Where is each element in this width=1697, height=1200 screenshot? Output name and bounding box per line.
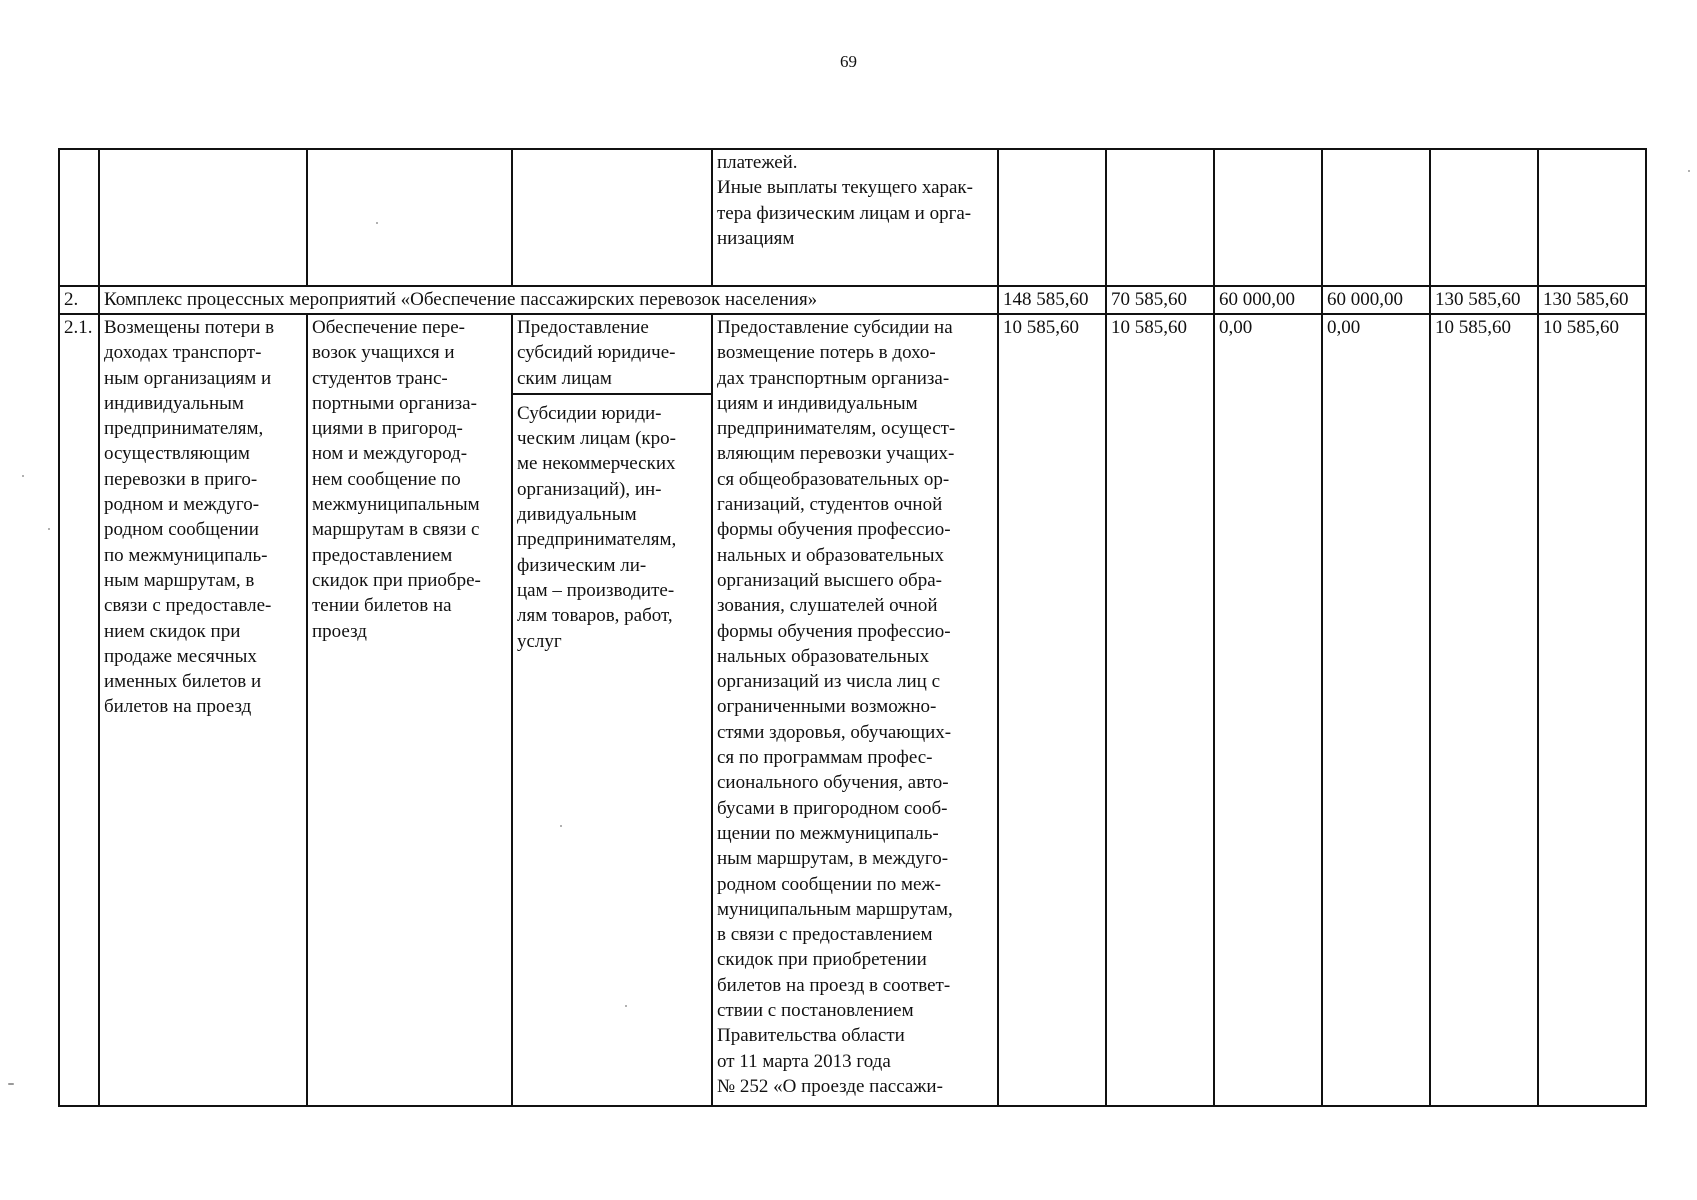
description-line: в связи с предоставлением [717, 924, 933, 946]
description-line: формы обучения профессио- [717, 519, 951, 541]
result-line: Возмещены потери в [104, 317, 275, 338]
task-line: скидок при приобре- [312, 569, 481, 591]
task-line: портными организа- [312, 392, 477, 414]
item-row [59, 314, 1646, 1106]
cont-description-line: Иные выплаты текущего харак- [717, 177, 973, 199]
section-row [59, 286, 1646, 314]
item-number: 2.1. [59, 314, 99, 1106]
description-line: циям и индивидуальным [717, 392, 918, 414]
subtype-line: ческим лицам (кро- [517, 428, 676, 450]
result-line: осуществляющим [104, 443, 250, 465]
subtype-line: услуг [517, 630, 562, 652]
item-value: 10 585,60 [1430, 314, 1538, 1106]
result-line: родном сообщении [104, 519, 259, 541]
task-line: ном и междугород- [312, 443, 468, 465]
section-value: 60 000,00 [1214, 286, 1322, 314]
description-line: ным маршрутам, в междуго- [717, 848, 949, 870]
scan-speck [1688, 170, 1690, 172]
item-value: 10 585,60 [1538, 314, 1646, 1106]
cont-value-cell [1214, 149, 1322, 286]
scan-speck [625, 1005, 627, 1007]
subtype-line: организаций), ин- [517, 478, 662, 500]
result-line: родном и междуго- [104, 494, 260, 516]
description-line: формы обучения профессио- [717, 620, 951, 642]
result-line: продаже месячных [104, 645, 257, 667]
type-block [513, 315, 711, 395]
section-value: 148 585,60 [998, 286, 1106, 314]
task-line: маршрутам в связи с [312, 519, 480, 541]
description-line: зования, слушателей очной [717, 595, 938, 617]
cont-num-cell [59, 149, 99, 286]
result-line: по межмуниципаль- [104, 544, 268, 566]
description-line: Правительства области [717, 1025, 905, 1047]
cont-description-line: низациям [717, 227, 795, 249]
item-description-cell [712, 314, 998, 1106]
section-value: 130 585,60 [1538, 286, 1646, 314]
cont-value-cell [1538, 149, 1646, 286]
description-line: ся по программам профес- [717, 747, 933, 769]
section-value: 60 000,00 [1322, 286, 1430, 314]
item-type-cell [512, 314, 712, 1106]
result-line: ным маршрутам, в [104, 569, 255, 591]
result-line: именных билетов и [104, 671, 262, 693]
subtype-line: цам – производите- [517, 579, 675, 601]
description-line: нальных образовательных [717, 645, 930, 667]
cont-description-line: платежей. [717, 152, 798, 173]
description-line: нальных и образовательных [717, 544, 944, 566]
cont-value-cell [1430, 149, 1538, 286]
task-line: проезд [312, 620, 367, 642]
description-line: ся общеобразовательных ор- [717, 468, 950, 490]
cont-value-cell [1322, 149, 1430, 286]
description-line: билетов на проезд в соответ- [717, 974, 951, 996]
item-value: 10 585,60 [998, 314, 1106, 1106]
result-line: перевозки в приго- [104, 468, 258, 490]
description-line: от 11 марта 2013 года [717, 1050, 891, 1072]
cont-task-cell [307, 149, 512, 286]
description-line: щении по межмуниципаль- [717, 822, 939, 844]
scan-speck [8, 1083, 14, 1085]
cont-value-cell [998, 149, 1106, 286]
task-line: возок учащихся и [312, 342, 455, 364]
description-line: организаций из числа лиц с [717, 671, 940, 693]
subtype-line: лям товаров, работ, [517, 605, 673, 627]
result-line: предпринимателям, [104, 418, 264, 440]
task-line: предоставлением [312, 544, 453, 566]
cont-type-cell [512, 149, 712, 286]
subtype-line: Субсидии юриди- [517, 402, 662, 424]
subtype-line: физическим ли- [517, 554, 647, 576]
subtype-line: дивидуальным [517, 504, 637, 526]
result-line: индивидуальным [104, 392, 244, 414]
description-line: ствии с постановлением [717, 1000, 914, 1022]
description-line: вляющим перевозки учащих- [717, 443, 955, 465]
item-task-cell [307, 314, 512, 1106]
result-line: ным организациям и [104, 367, 272, 389]
section-number: 2. [59, 286, 99, 314]
budget-table [58, 148, 1647, 1107]
scan-speck [22, 475, 24, 477]
description-line: ганизаций, студентов очной [717, 494, 943, 516]
scan-speck [560, 825, 562, 827]
task-line: межмуниципальным [312, 494, 480, 516]
type-line: субсидий юридиче- [517, 342, 676, 364]
task-line: студентов транс- [312, 367, 448, 389]
subtype-line: ме некоммерческих [517, 453, 676, 475]
task-line: циями в пригород- [312, 418, 463, 440]
item-result-cell [99, 314, 307, 1106]
description-line: муниципальным маршрутам, [717, 898, 953, 920]
result-line: доходах транспорт- [104, 342, 262, 364]
subtype-line: предпринимателям, [517, 529, 677, 551]
task-line: нем сообщение по [312, 468, 461, 490]
page-number: 69 [840, 52, 857, 71]
scan-speck [48, 528, 50, 530]
description-line: № 252 «О проезде пассажи- [717, 1075, 943, 1097]
description-line: родном сообщении по меж- [717, 873, 941, 895]
description-line: бусами в пригородном сооб- [717, 797, 948, 819]
type-line: Предоставление [517, 317, 649, 338]
description-line: организаций высшего обра- [717, 569, 942, 591]
description-line: дах транспортным организа- [717, 367, 950, 389]
description-line: скидок при приобретении [717, 949, 927, 971]
result-line: билетов на проезд [104, 696, 252, 718]
cont-result-cell [99, 149, 307, 286]
result-line: нием скидок при [104, 620, 241, 642]
cont-description-line: тера физическим лицам и орга- [717, 202, 972, 224]
section-value: 130 585,60 [1430, 286, 1538, 314]
task-line: Обеспечение пере- [312, 317, 465, 338]
scan-speck [376, 222, 378, 224]
result-line: связи с предоставле- [104, 595, 272, 617]
description-line: предпринимателям, осущест- [717, 418, 956, 440]
description-line: стями здоровья, обучающих- [717, 721, 952, 743]
section-value: 70 585,60 [1106, 286, 1214, 314]
item-value: 0,00 [1214, 314, 1322, 1106]
item-value: 10 585,60 [1106, 314, 1214, 1106]
type-line: ским лицам [517, 367, 612, 389]
description-line: возмещение потерь в дохо- [717, 342, 936, 364]
description-line: Предоставление субсидии на [717, 317, 953, 338]
cont-value-cell [1106, 149, 1214, 286]
description-line: ограниченными возможно- [717, 696, 937, 718]
description-line: сионального обучения, авто- [717, 772, 949, 794]
continuation-row [59, 149, 1646, 286]
cont-description-cell [712, 149, 998, 286]
item-value: 0,00 [1322, 314, 1430, 1106]
section-title: Комплекс процессных мероприятий «Обеспечение пассажирских перевозок населения» [99, 286, 998, 314]
task-line: тении билетов на [312, 595, 452, 617]
